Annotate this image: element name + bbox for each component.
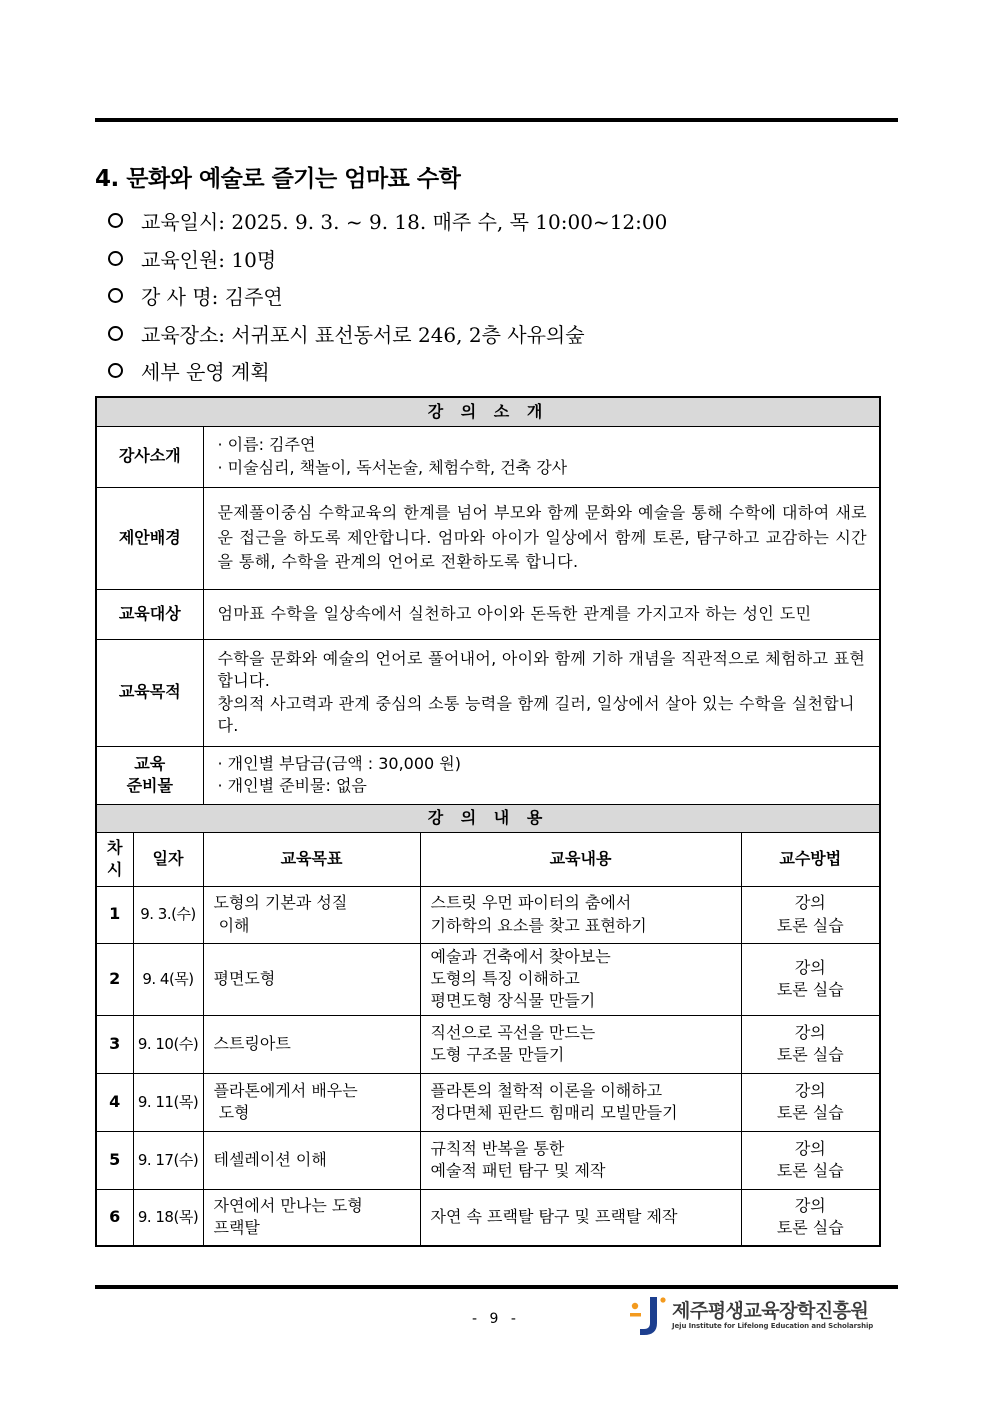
session-goal-line: 테셀레이션 이해 xyxy=(213,1149,327,1169)
background-label: 제안배경 xyxy=(96,487,203,589)
col-session xyxy=(96,832,133,886)
goal-label: 교육목적 xyxy=(96,639,203,746)
instructor-line: · 미술심리, 책놀이, 독서논술, 체험수학, 건축 강사 xyxy=(217,457,568,477)
session-content xyxy=(420,1131,741,1189)
supplies-info xyxy=(203,746,880,804)
col-goal: 교육목표 xyxy=(203,832,420,886)
info-item-instructor xyxy=(108,277,667,315)
circle-bullet-icon xyxy=(108,213,123,228)
info-item-date xyxy=(108,202,667,240)
session-goal xyxy=(203,943,420,1015)
session-method xyxy=(741,1073,880,1131)
session-goal xyxy=(203,886,420,943)
target-text: 엄마표 수학을 일상속에서 실천하고 아이와 돈독한 관계를 가지고자 하는 성인 도민 xyxy=(203,589,880,639)
session-date: 9. 11(목) xyxy=(133,1073,203,1131)
goal-line: 수학을 문화와 예술의 언어로 풀어내어, 아이와 함께 기하 개념을 직관적으로 체험하고 표현합니다. xyxy=(217,649,866,691)
institute-logo-mark-icon xyxy=(626,1293,666,1339)
goal-text xyxy=(203,639,880,746)
session-number: 2 xyxy=(96,943,133,1015)
session-number: 6 xyxy=(96,1189,133,1246)
session-content-line: 스트릿 우먼 파이터의 춤에서 xyxy=(430,893,632,913)
session-method-line: 강의 xyxy=(794,1196,826,1216)
schedule-row xyxy=(96,1189,880,1246)
col-date: 일자 xyxy=(133,832,203,886)
session-content-line: 자연 속 프랙탈 탐구 및 프랙탈 제작 xyxy=(430,1207,678,1227)
supplies-label-line: 준비물 xyxy=(126,776,173,795)
session-date: 9. 17(수) xyxy=(133,1131,203,1189)
session-number: 1 xyxy=(96,886,133,943)
session-method-line: 토론 실습 xyxy=(776,980,844,999)
institute-logo xyxy=(626,1293,896,1339)
info-item-location xyxy=(108,315,667,353)
instructor-info xyxy=(203,426,880,487)
session-goal xyxy=(203,1073,420,1131)
course-table xyxy=(95,396,881,1247)
session-goal-line: 평면도형 xyxy=(213,968,276,988)
institute-subtitle: Jeju Institute for Lifelong Education and Scholarship xyxy=(672,1322,874,1330)
session-goal xyxy=(203,1189,420,1246)
info-item-capacity xyxy=(108,240,667,278)
section-title: 4. 문화와 예술로 즐기는 엄마표 수학 xyxy=(95,166,461,192)
session-method-line: 토론 실습 xyxy=(776,1218,844,1238)
instructor-line: · 이름: 김주연 xyxy=(217,435,316,455)
info-list xyxy=(108,202,667,390)
session-goal-line: 프랙탈 xyxy=(213,1218,260,1238)
session-number: 4 xyxy=(96,1073,133,1131)
institute-name: 제주평생교육장학진흥원 xyxy=(672,1300,869,1322)
session-content-line: 예술과 건축에서 찾아보는 xyxy=(430,946,611,966)
session-method-line: 강의 xyxy=(794,957,826,977)
top-rule xyxy=(95,118,898,122)
session-content xyxy=(420,943,741,1015)
session-content xyxy=(420,1189,741,1246)
supplies-label-line: 교육 xyxy=(134,753,166,773)
intro-header: 강 의 소 개 xyxy=(96,397,880,426)
circle-bullet-icon xyxy=(108,326,123,341)
schedule-row xyxy=(96,943,880,1015)
session-content-line: 도형 구조물 만들기 xyxy=(430,1045,565,1064)
supplies-line: · 개인별 준비물: 없음 xyxy=(217,776,367,795)
info-item-text: 교육일시: 2025. 9. 3. ~ 9. 18. 매주 수, 목 10:00~12:00 xyxy=(141,210,668,235)
target-label: 교육대상 xyxy=(96,589,203,639)
session-date: 9. 4(목) xyxy=(133,943,203,1015)
session-method-line: 토론 실습 xyxy=(776,1103,844,1122)
session-method xyxy=(741,1131,880,1189)
info-item-text: 강 사 명: 김주연 xyxy=(141,285,283,310)
supplies-line: · 개인별 부담금(금액 : 30,000 원) xyxy=(217,753,461,773)
session-method-line: 강의 xyxy=(794,1138,826,1158)
session-content-line: 규칙적 반복을 통한 xyxy=(430,1138,565,1158)
session-method-line: 토론 실습 xyxy=(776,1161,844,1180)
circle-bullet-icon xyxy=(108,251,123,266)
session-number: 3 xyxy=(96,1015,133,1073)
schedule-body xyxy=(96,886,880,1246)
session-goal xyxy=(203,1015,420,1073)
session-content xyxy=(420,1015,741,1073)
session-method-line: 강의 xyxy=(794,1080,826,1100)
session-content-line: 정다면체 핀란드 힘매리 모빌만들기 xyxy=(430,1103,678,1122)
session-goal-line: 이해 xyxy=(213,915,250,935)
col-content: 교육내용 xyxy=(420,832,741,886)
session-method xyxy=(741,886,880,943)
info-item-plan xyxy=(108,352,667,390)
circle-bullet-icon xyxy=(108,363,123,378)
session-goal-line: 도형의 기본과 성질 xyxy=(213,893,348,913)
session-goal-line: 스트링아트 xyxy=(213,1033,291,1053)
session-goal-line: 도형 xyxy=(213,1103,250,1122)
col-session-line: 차 xyxy=(107,837,123,857)
instructor-label: 강사소개 xyxy=(96,426,203,487)
page-number: - 9 - xyxy=(472,1311,520,1327)
schedule-row xyxy=(96,1131,880,1189)
schedule-header: 강 의 내 용 xyxy=(96,804,880,832)
bottom-rule xyxy=(95,1285,898,1289)
session-date: 9. 10(수) xyxy=(133,1015,203,1073)
session-content xyxy=(420,1073,741,1131)
background-text: 문제풀이중심 수학교육의 한계를 넘어 부모와 함께 문화와 예술을 통해 수학에 대하여 새로운 접근을 하도록 제안합니다. 엄마와 아이가 일상에서 함께 토론, 탐구하고 교감하는 시간을 통해, 수학을 관계의 언어로 전환하도록 합니다. xyxy=(203,487,880,589)
session-content-line: 평면도형 장식물 만들기 xyxy=(430,991,596,1011)
session-method xyxy=(741,943,880,1015)
goal-line: 창의적 사고력과 관계 중심의 소통 능력을 함께 길러, 일상에서 살아 있는 수학을 실천합니다. xyxy=(217,693,855,735)
session-method-line: 강의 xyxy=(794,1022,826,1042)
session-number: 5 xyxy=(96,1131,133,1189)
session-date: 9. 3.(수) xyxy=(133,886,203,943)
session-goal-line: 자연에서 만나는 도형 xyxy=(213,1196,363,1216)
info-item-text: 교육인원: 10명 xyxy=(141,247,277,272)
session-content-line: 예술적 패턴 탐구 및 제작 xyxy=(430,1161,606,1180)
info-item-text: 세부 운영 계획 xyxy=(141,360,270,385)
session-goal xyxy=(203,1131,420,1189)
supplies-label xyxy=(96,746,203,804)
schedule-row xyxy=(96,1015,880,1073)
session-content-line: 기하학의 요소를 찾고 표현하기 xyxy=(430,915,647,935)
session-method-line: 토론 실습 xyxy=(776,1045,844,1064)
session-method xyxy=(741,1015,880,1073)
info-item-text: 교육장소: 서귀포시 표선동서로 246, 2층 사유의숲 xyxy=(141,322,585,347)
col-method: 교수방법 xyxy=(741,832,880,886)
session-content-line: 직선으로 곡선을 만드는 xyxy=(430,1022,596,1042)
session-method-line: 토론 실습 xyxy=(776,915,844,935)
schedule-row xyxy=(96,886,880,943)
session-method-line: 강의 xyxy=(794,893,826,913)
session-content xyxy=(420,886,741,943)
session-date: 9. 18(목) xyxy=(133,1189,203,1246)
session-goal-line: 플라톤에게서 배우는 xyxy=(213,1080,358,1100)
session-content-line: 도형의 특징 이해하고 xyxy=(430,968,580,988)
schedule-row xyxy=(96,1073,880,1131)
col-session-line: 시 xyxy=(107,860,123,879)
session-method xyxy=(741,1189,880,1246)
session-content-line: 플라톤의 철학적 이론을 이해하고 xyxy=(430,1080,663,1100)
circle-bullet-icon xyxy=(108,288,123,303)
